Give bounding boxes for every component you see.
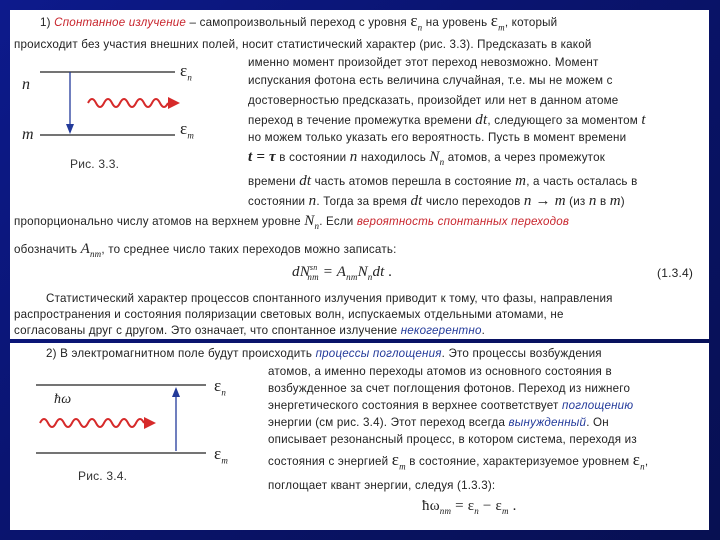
photon-wave	[88, 99, 168, 107]
s2-line-4: энергетического состояния в верхнее соответствует поглощению	[268, 399, 634, 412]
s2-line-3: возбужденное за счет поглощения фотонов. Переход из нижнего	[268, 382, 631, 395]
s1-line-5: достоверностью предсказать, произойдет или нет в данном атоме	[248, 94, 619, 107]
fig33-label-m: m	[22, 126, 34, 143]
term-spontaneous-emission: Спонтанное излучение	[54, 16, 187, 29]
s1-line-1: 1) Спонтанное излучение – самопроизвольный переход с уровня $\varepsilon_n$ на уровень $\varepsilon_m$, который	[40, 11, 558, 33]
equation-absorption-quantum: $ħ\omega_{nm} = \varepsilon_n - \varepsilon_m$ .	[422, 498, 517, 516]
s2-line-2: атомов, а именно переходы атомов из основного состояния в	[268, 365, 612, 378]
photon-arrow-head	[168, 97, 180, 109]
s2-line-8: поглощает квант энергии, следуя (1.3.3):	[268, 479, 496, 492]
fig34-eps-m: $\varepsilon_m$	[214, 444, 229, 466]
figure-3-3	[10, 50, 240, 160]
s2-line-5: энергии (см рис. 3.4). Этот переход всегда вынужденный. Он	[268, 416, 609, 429]
s1-line-2: происходит без участия внешних полей, носит статистический характер (рис. 3.3). Предсказать в какой	[14, 38, 592, 51]
fig33-eps-n: $\varepsilon_n$	[180, 61, 193, 83]
absorption-panel	[10, 343, 709, 530]
equation-number-1-3-4: (1.3.4)	[657, 266, 694, 280]
transition-arrow-head	[66, 124, 74, 134]
term-incoherent: некогерентно	[400, 324, 482, 337]
s1-line-10: состоянии n. Тогда за время dt число переходов n → m (из n в m)	[248, 193, 625, 209]
s1-para-line-1: Статистический характер процессов спонтанного излучения приводит к тому, что фазы, направления	[46, 292, 613, 305]
term-absorption: поглощению	[561, 399, 634, 412]
fig33-caption: Рис. 3.3.	[70, 157, 120, 171]
s2-line-1: 2) В электромагнитном поле будут происходить процессы поглощения. Это процессы возбуждения	[46, 347, 602, 360]
photon-wave	[40, 419, 144, 427]
fig34-eps-n: $\varepsilon_n$	[214, 376, 227, 398]
s2-line-7: состояния с энергией $\varepsilon_m$ в состояние, характеризуемое уровнем $\varepsilon_n$,	[268, 450, 649, 472]
s1-line-12: обозначить $A_{nm}$, то среднее число таких переходов можно записать:	[14, 241, 397, 259]
photon-arrow-head	[144, 417, 156, 429]
s1-line-3: именно момент произойдет этот переход невозможно. Момент	[248, 56, 599, 69]
s1-para-line-3: согласованы друг с другом. Это означает, что спонтанное излучение некогерентно.	[14, 324, 486, 337]
fig34-caption: Рис. 3.4.	[78, 469, 128, 483]
figure-3-4	[10, 363, 270, 463]
s1-line-4: испускания фотона есть величина случайная, т.е. мы не можем с	[248, 74, 613, 87]
absorption-arrow-head	[172, 387, 180, 397]
s1-para-line-2: распространения и состояния поляризации световых волн, испускаемых отдельными атомами, не	[14, 308, 564, 321]
fig34-label-hw: ħω	[54, 392, 72, 407]
s1-line-6: переход в течение промежутка времени dt, следующего за моментом t	[248, 112, 646, 128]
term-spontaneous-probability: вероятность спонтанных переходов	[356, 215, 570, 228]
equation-1-3-4: $dN^{sn}_{nm} = A_{nm}N_ndt$ .	[292, 263, 393, 282]
s1-line-9: времени dt часть атомов перешла в состояние m, а часть осталась в	[248, 173, 638, 189]
s1-line-11: пропорционально числу атомов на верхнем уровне $N_n$. Если вероятность спонтанных переходов	[14, 213, 570, 231]
spontaneous-emission-panel	[10, 10, 709, 339]
s2-line-6: описывает резонансный процесс, в котором система, переходя из	[268, 433, 637, 446]
term-absorption-processes: процессы поглощения	[315, 347, 442, 360]
s1-line-8: t = τ в состоянии n находилось $N_n$ атомов, а через промежуток	[248, 149, 605, 167]
fig33-label-n: n	[22, 76, 31, 93]
s1-line-7: но можем только указать его вероятность. Пусть в момент времени	[248, 131, 627, 144]
fig33-eps-m: $\varepsilon_m$	[180, 119, 195, 141]
term-stimulated: вынужденный	[508, 416, 587, 429]
